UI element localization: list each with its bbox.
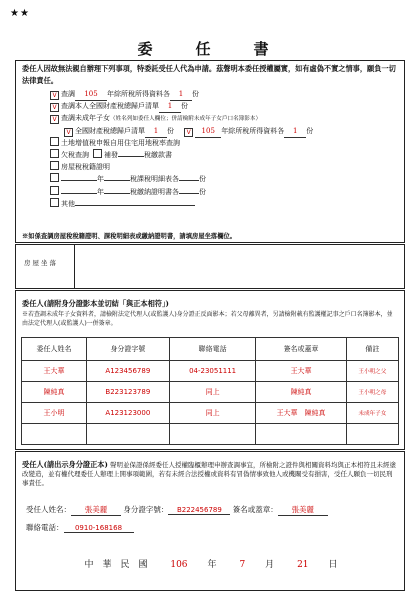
item-other: 其他 xyxy=(50,198,404,210)
column-header: 身分證字號 xyxy=(86,338,169,361)
delegator-section xyxy=(15,290,405,450)
authorization-statement: 委任人因故無法親自辦理下列事項，特委託受任人代為申請。茲聲明本委任授權屬實，如有虛偽不實之情事，願負一切法律責任。 xyxy=(22,64,396,85)
checkbox[interactable]: V xyxy=(50,115,59,124)
column-header: 備註 xyxy=(346,338,398,361)
checkbox[interactable]: V xyxy=(64,128,73,137)
assignee-signature-field[interactable]: 張美麗 xyxy=(278,504,328,516)
delegator-signature[interactable]: 陳純真 xyxy=(256,382,346,403)
item-property-tax-list: V 查調本人全國財產稅總歸戶清單 1 份 xyxy=(50,100,404,112)
delegator-signature[interactable]: 王大華 陳純真 xyxy=(256,403,346,424)
date-month[interactable]: 7 xyxy=(239,560,246,570)
item-land-value-tax: 土地增值稅申報自用住宅用地稅率查詢 xyxy=(50,137,404,149)
item-overdue-tax: 欠稅查詢 補發 稅繳款書 xyxy=(50,149,404,161)
assignee-statement xyxy=(16,452,404,488)
column-header: 委任人姓名 xyxy=(22,338,87,361)
delegator-name[interactable]: 王大華 xyxy=(22,361,87,382)
delegator-title: 委任人(請附身分證影本並切結「與正本相符」) xyxy=(22,299,169,308)
document-title: 委 任 書 xyxy=(137,40,283,58)
delegator-id[interactable]: B223123789 xyxy=(86,382,169,403)
request-items-box xyxy=(15,60,405,243)
checkbox[interactable]: V xyxy=(50,91,59,100)
column-header: 聯絡電話 xyxy=(169,338,256,361)
table-row xyxy=(22,403,399,424)
assignee-name-field[interactable]: 張美麗 xyxy=(71,504,121,516)
checkbox[interactable]: V xyxy=(184,128,193,137)
delegator-remark[interactable]: 王小明之父 xyxy=(346,361,398,382)
delegator-remark[interactable]: 未成年子女 xyxy=(346,403,398,424)
table-row xyxy=(22,361,399,382)
date-year[interactable]: 106 xyxy=(170,560,188,570)
item-tax-detail: 年 稅課稅明細表各 份 xyxy=(50,173,404,185)
item-minor-children-sub: V 全國財產稅總歸戶清單 1 份 V 105 年綜所稅所得資料各 1 份 xyxy=(50,125,404,137)
table-header-row xyxy=(22,338,399,361)
house-location-note: ※如係查調房屋稅稅籍證明、課稅明細表或繳納證明書，請填房屋坐落欄位。 xyxy=(22,233,237,240)
delegator-signature[interactable]: 王大華 xyxy=(256,361,346,382)
divider xyxy=(74,245,75,288)
checkbox[interactable] xyxy=(50,161,59,170)
assignee-title: 受任人 xyxy=(22,460,44,469)
delegator-name[interactable]: 王小明 xyxy=(22,403,87,424)
delegator-remark[interactable]: 王小明之母 xyxy=(346,382,398,403)
assignee-subtitle: (請出示身分證正本) xyxy=(43,460,108,469)
checkbox[interactable] xyxy=(50,149,59,158)
item-minor-children: V 查調未成年子女（姓名列如委任人欄位；併請檢附未成年子女戶口名簿影本） xyxy=(50,112,404,124)
item-income-tax: V 查調 105 年綜所稅所得資料各 1 份 xyxy=(50,88,404,100)
item-house-tax-cert: 房屋稅稅籍證明 xyxy=(50,161,404,173)
assignee-phone-line: 聯絡電話： 0910-168168 xyxy=(26,522,134,533)
checkbox[interactable] xyxy=(50,137,59,146)
delegator-phone[interactable]: 同上 xyxy=(169,382,256,403)
delegator-phone[interactable]: 04-23051111 xyxy=(169,361,256,382)
assignee-id-field[interactable]: B222456789 xyxy=(168,506,230,515)
delegator-id[interactable]: A123456789 xyxy=(86,361,169,382)
assignee-phone-field[interactable]: 0910-168168 xyxy=(64,524,134,533)
request-item-list xyxy=(16,88,404,210)
checkbox[interactable]: V xyxy=(50,103,59,112)
table-row xyxy=(22,424,399,445)
assignee-section xyxy=(15,451,405,591)
checkbox[interactable] xyxy=(50,173,59,182)
house-location-box xyxy=(15,244,405,289)
house-location-label: 房屋坐落 xyxy=(24,259,58,267)
item-tax-payment-cert: 年 稅繳納證明書各 份 xyxy=(50,186,404,198)
delegator-name[interactable]: 陳純真 xyxy=(22,382,87,403)
table-row xyxy=(22,382,399,403)
document-date: 中 華 民 國 106 年 7 月 21 日 xyxy=(84,560,338,570)
delegator-phone[interactable]: 同上 xyxy=(169,403,256,424)
column-header: 簽名或蓋章 xyxy=(256,338,346,361)
assignee-info-line: 受任人姓名： 張美麗 身分證字號： B222456789 簽名或蓋章： 張美麗 xyxy=(26,504,328,516)
delegator-id[interactable]: A123123000 xyxy=(86,403,169,424)
delegator-table xyxy=(21,337,399,445)
checkbox[interactable] xyxy=(93,149,102,158)
rating-stars: ★★ xyxy=(10,8,30,19)
assignee-declaration: 聲明並保證係經委任人授權臨櫃辦理申辦查調事宜，所檢附之證件與相關資料均與正本相符且未經塗改變造，並有權代理委任人辦理上開事項範圍，若有未經合法授權或資料有冒偽情事致他人或機關受有損害，受任人願負一切民刑事責任。 xyxy=(22,461,396,487)
checkbox[interactable] xyxy=(50,186,59,195)
checkbox[interactable] xyxy=(50,198,59,207)
date-day[interactable]: 21 xyxy=(297,560,309,570)
delegator-note: ※若查調未成年子女資料者，請檢附法定代理人(或監護人)身分證正反面影本；若父母離異者，另請檢附載有監護權記事之戶口名簿影本，並由法定代理人(或監護人)一併簽章。 xyxy=(22,311,393,327)
